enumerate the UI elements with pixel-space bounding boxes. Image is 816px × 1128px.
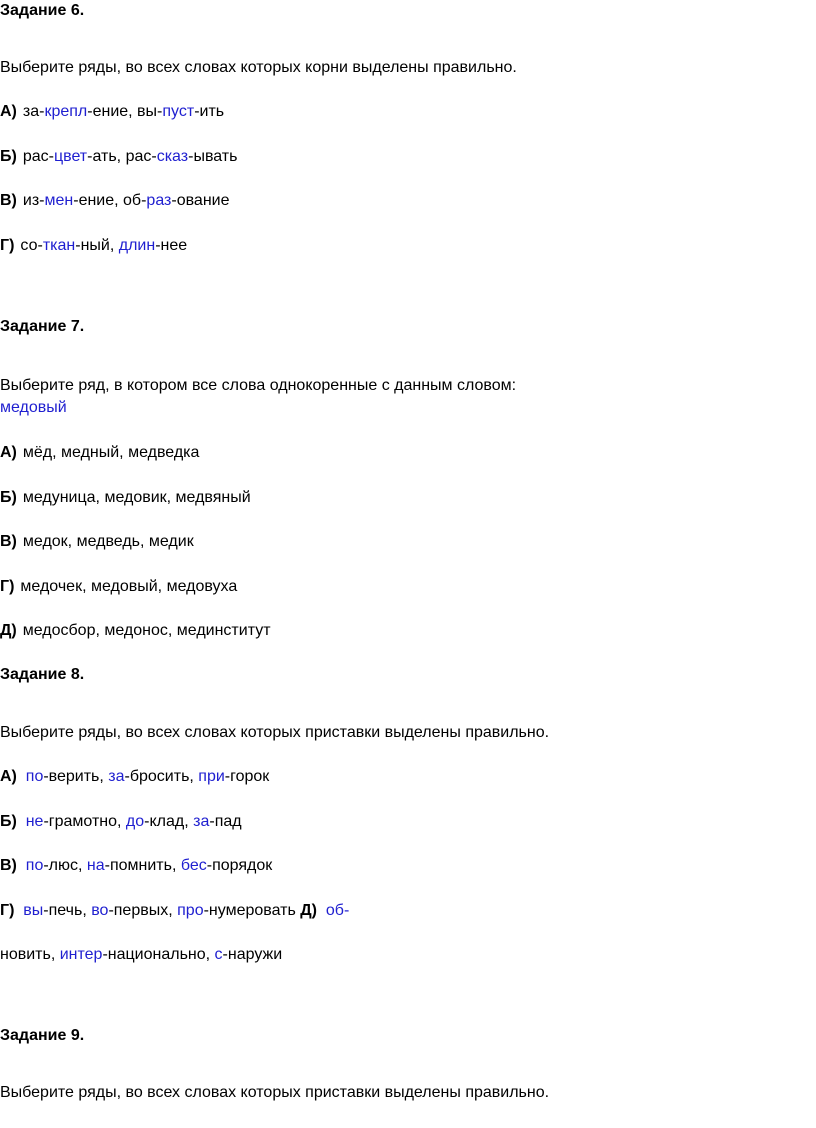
- word-part: -бросить,: [124, 768, 199, 785]
- task8-line-2: [0, 811, 242, 833]
- highlighted-morpheme: с: [214, 946, 223, 963]
- word-part: -верить,: [43, 768, 109, 785]
- task7-prompt: Выберите ряд, в котором все слова однокоренные с данным словом:: [0, 377, 517, 394]
- word-part: -печь,: [43, 902, 92, 919]
- highlighted-morpheme: цвет: [53, 148, 88, 165]
- option-label: Г): [0, 578, 15, 595]
- option-label: А): [0, 444, 17, 461]
- highlighted-morpheme: мен: [44, 192, 74, 209]
- task6-prompt: Выберите ряды, во всех словах которых корни выделены правильно.: [0, 59, 517, 76]
- word-part: за-: [22, 103, 45, 120]
- task6-option-g: [0, 235, 187, 257]
- option-text: мёд, медный, медведка: [22, 444, 200, 461]
- highlighted-morpheme: пуст: [162, 103, 195, 120]
- word-part: со-: [20, 237, 43, 254]
- word-part: [17, 813, 26, 830]
- task8-heading: Задание 8.: [0, 666, 85, 683]
- option-label: Б): [0, 489, 17, 506]
- word-part: -помнить,: [104, 857, 181, 874]
- word-part: [14, 902, 23, 919]
- word-part: [17, 857, 26, 874]
- task6-option-a: [0, 101, 224, 123]
- task7-option-g: [0, 576, 237, 598]
- task7-given-word: медовый: [0, 399, 67, 416]
- highlighted-morpheme: раз: [146, 192, 172, 209]
- task9-prompt: Выберите ряды, во всех словах которых приставки выделены правильно.: [0, 1084, 550, 1101]
- task8-line-3: [0, 855, 272, 877]
- option-label: Г): [0, 237, 15, 254]
- task6-heading: Задание 6.: [0, 2, 85, 19]
- word-part: -нее: [155, 237, 188, 254]
- highlighted-morpheme: не: [25, 813, 44, 830]
- word-part: -горок: [224, 768, 270, 785]
- word-part: из-: [22, 192, 45, 209]
- highlighted-morpheme: на: [86, 857, 105, 874]
- highlighted-morpheme: до: [125, 813, 145, 830]
- option-label: Г): [0, 902, 15, 919]
- word-part: рас-: [22, 148, 54, 165]
- word-part: [17, 768, 26, 785]
- word-part: -ение, вы-: [87, 103, 163, 120]
- word-part: [317, 902, 326, 919]
- option-label: В): [0, 192, 17, 209]
- highlighted-morpheme: ткан: [42, 237, 76, 254]
- word-part: -порядок: [206, 857, 273, 874]
- option-label: Д): [0, 622, 17, 639]
- highlighted-morpheme: во: [91, 902, 109, 919]
- word-part: новить,: [0, 946, 60, 963]
- option-label: В): [0, 533, 17, 550]
- word-part: -ывать: [188, 148, 238, 165]
- word-part: -ить: [194, 103, 225, 120]
- option-text: медочек, медовый, медовуха: [20, 578, 238, 595]
- word-part: -пад: [209, 813, 242, 830]
- option-text: медосбор, медонос, мединститут: [22, 622, 271, 639]
- word-part: -грамотно,: [43, 813, 126, 830]
- highlighted-morpheme: длин: [118, 237, 156, 254]
- word-part: -нумеровать: [203, 902, 301, 919]
- word-part: -наружи: [222, 946, 283, 963]
- option-label: А): [0, 768, 17, 785]
- highlighted-morpheme: об: [325, 902, 344, 919]
- task7-option-d: [0, 620, 271, 642]
- highlighted-morpheme: интер: [59, 946, 103, 963]
- task8-line-5: [0, 944, 282, 966]
- task8-line-1: [0, 766, 269, 788]
- task7-option-b: [0, 487, 251, 509]
- option-label: В): [0, 857, 17, 874]
- word-part: -люс,: [43, 857, 87, 874]
- option-label: Д): [300, 902, 317, 919]
- highlighted-morpheme: -: [343, 902, 350, 919]
- option-label: Б): [0, 148, 17, 165]
- task6-option-b: [0, 146, 237, 168]
- highlighted-morpheme: вы: [23, 902, 44, 919]
- word-part: -ать, рас-: [87, 148, 157, 165]
- option-text: медок, медведь, медик: [22, 533, 194, 550]
- option-label: А): [0, 103, 17, 120]
- highlighted-morpheme: за: [108, 768, 125, 785]
- task6-option-v: [0, 190, 230, 212]
- highlighted-morpheme: крепл: [44, 103, 88, 120]
- word-part: -первых,: [108, 902, 178, 919]
- highlighted-morpheme: про: [177, 902, 204, 919]
- highlighted-morpheme: сказ: [156, 148, 189, 165]
- option-label: Б): [0, 813, 17, 830]
- word-part: -ный,: [75, 237, 119, 254]
- task7-heading: Задание 7.: [0, 318, 85, 335]
- task7-option-a: [0, 442, 199, 464]
- option-text: медуница, медовик, медвяный: [22, 489, 251, 506]
- highlighted-morpheme: при: [198, 768, 225, 785]
- task9-heading: Задание 9.: [0, 1027, 85, 1044]
- task7-option-v: [0, 531, 194, 553]
- highlighted-morpheme: бес: [180, 857, 207, 874]
- highlighted-morpheme: за: [193, 813, 210, 830]
- word-part: -клад,: [144, 813, 194, 830]
- highlighted-morpheme: по: [25, 857, 44, 874]
- task8-prompt: Выберите ряды, во всех словах которых приставки выделены правильно.: [0, 724, 550, 741]
- task8-line-4: [0, 900, 349, 922]
- word-part: -ование: [171, 192, 230, 209]
- highlighted-morpheme: по: [25, 768, 44, 785]
- word-part: -национально,: [102, 946, 215, 963]
- word-part: -ение, об-: [73, 192, 147, 209]
